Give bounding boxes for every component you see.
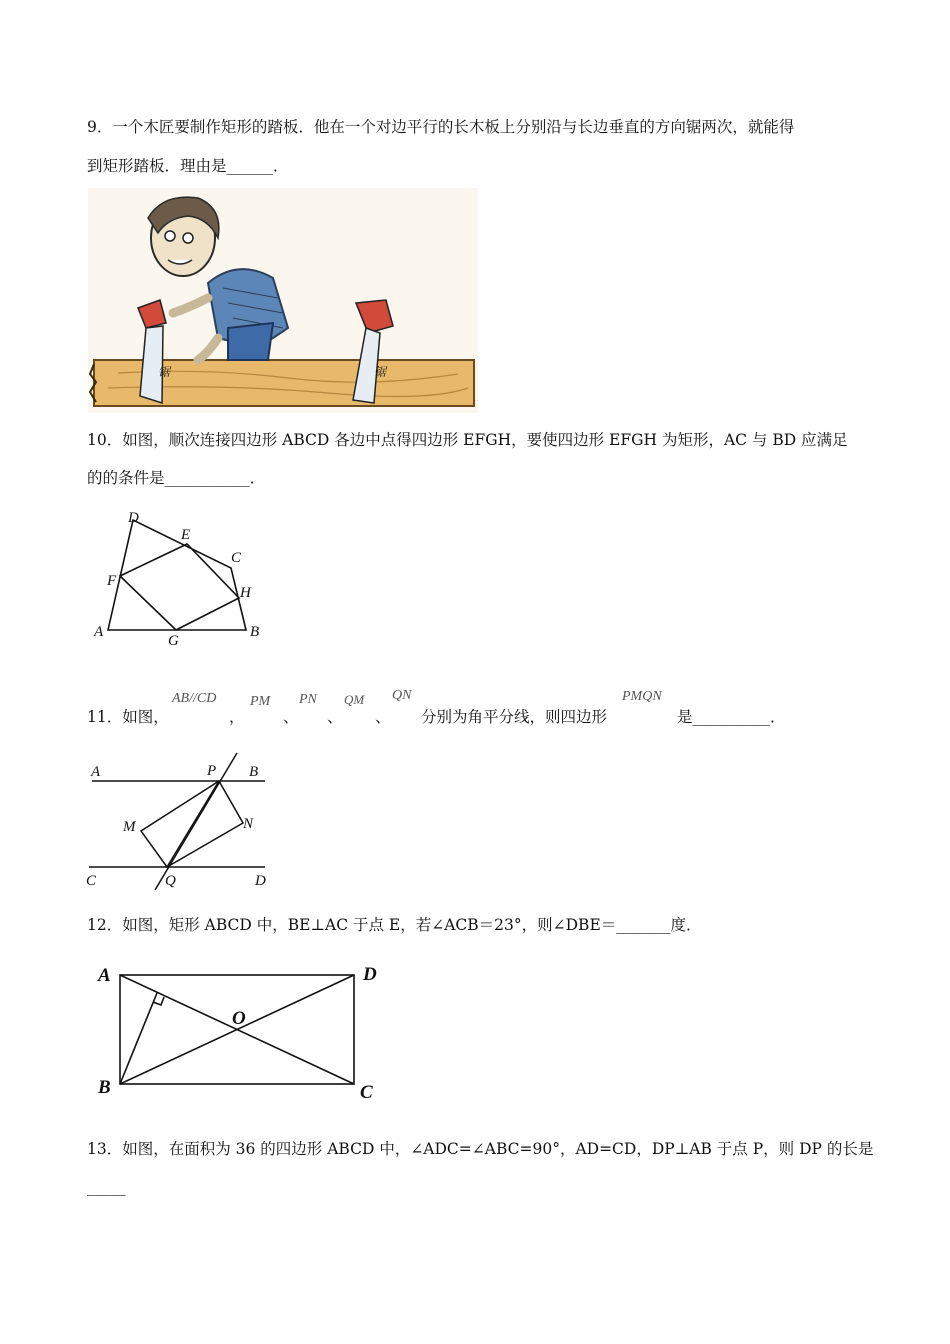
q11-math-pn: PN: [299, 692, 317, 707]
q11-mid-text: 分别为角平分线，则四边形: [421, 708, 608, 726]
q11-math-ab-parallel-cd: AB//CD: [172, 691, 217, 706]
q11-text: [87, 688, 867, 728]
q11-math-qn: QN: [392, 688, 412, 703]
q11-parallel-lines-figure: [85, 748, 275, 893]
q10-quadrilateral-figure: [88, 505, 278, 650]
q11-label-Q: Q: [165, 873, 176, 889]
q10-label-F: F: [107, 573, 117, 589]
q11-label-A: A: [91, 764, 101, 780]
q11-math-pmqn: PMQN: [622, 689, 662, 704]
q11-sep-4: 、: [375, 708, 391, 726]
q11-sep-1: ，: [229, 708, 245, 726]
q10-label-G: G: [168, 633, 179, 649]
q10-label-B: B: [250, 624, 260, 640]
q12-label-O: O: [232, 1008, 246, 1029]
q11-math-qm: QM: [344, 692, 365, 707]
q12-text-line1: 12．如图，矩形 ABCD 中，BE⊥AC 于点 E，若∠ACB＝23°，则∠DBE＝_______度．: [87, 916, 702, 934]
q10-label-E: E: [181, 527, 191, 543]
q10-label-H: H: [240, 585, 251, 601]
q10-label-D: D: [128, 510, 139, 526]
q11-sep-3: 、: [327, 708, 343, 726]
q9-text-line2: 到矩形踏板．理由是______．: [87, 157, 289, 175]
saw-label-1: 锯: [158, 365, 171, 379]
q10-text-line1: 10．如图，顺次连接四边形 ABCD 各边中点得四边形 EFGH，要使四边形 EFGH 为矩形，AC 与 BD 应满足: [87, 431, 848, 449]
q11-sep-2: 、: [283, 708, 299, 726]
q11-label-N: N: [243, 816, 254, 832]
q10-label-A: A: [94, 624, 104, 640]
q9-text-line1: 9．一个木匠要制作矩形的踏板．他在一个对边平行的长木板上分别沿与长边垂直的方向锯两次，就能得: [87, 118, 795, 136]
q12-label-D: D: [363, 964, 377, 985]
q11-label-C: C: [86, 873, 97, 889]
carpenter-illustration: [88, 188, 478, 413]
q12-label-B: B: [98, 1077, 111, 1098]
q13-answer-blank: _____: [87, 1178, 126, 1196]
q11-label-M: M: [123, 819, 136, 835]
q13-text-line1: 13．如图，在面积为 36 的四边形 ABCD 中，∠ADC=∠ABC=90°，AD=CD，DP⊥AB 于点 P，则 DP 的长是: [87, 1140, 874, 1158]
q11-label-B: B: [249, 764, 259, 780]
q12-label-C: C: [360, 1082, 373, 1103]
q12-label-A: A: [98, 965, 111, 986]
q11-label-D: D: [255, 873, 266, 889]
q11-label-P: P: [207, 763, 217, 779]
q12-rectangle-figure: [90, 955, 390, 1105]
q11-suffix: 是__________．: [677, 708, 786, 726]
q10-label-C: C: [231, 550, 242, 566]
q10-text-line2: 的的条件是___________．: [87, 469, 266, 487]
q11-prefix: 11．如图，: [87, 708, 169, 726]
saw-label-2: 锯: [374, 365, 387, 379]
q11-math-pm: PM: [250, 694, 271, 709]
